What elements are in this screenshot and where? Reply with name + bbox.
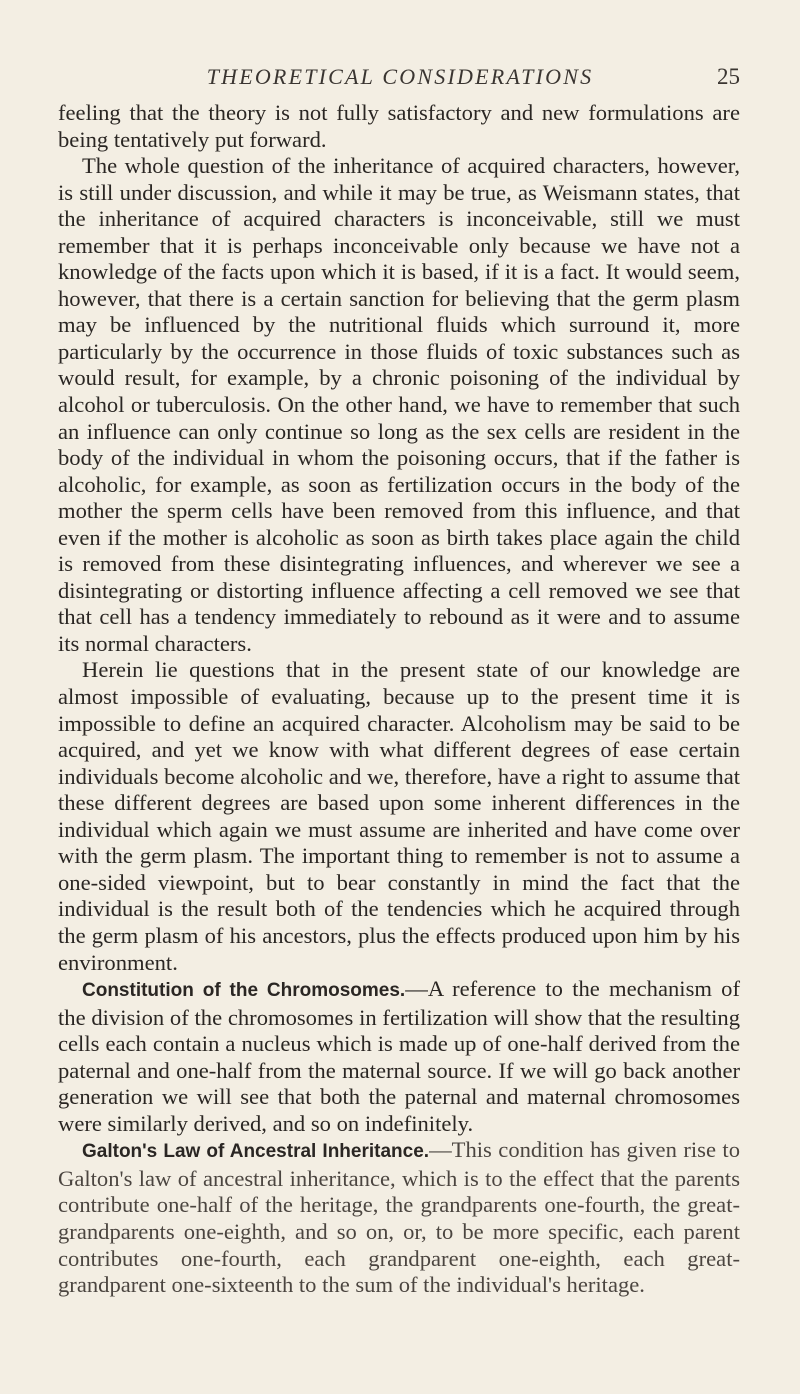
paragraph-acquired-characters: The whole question of the inheritance of acquired characters, however, is still under discussion, and while it may be true, as Weismann states, that the inheritance of acquired characters is inconceivable, still we must remember that it is perhaps inconceivable only because we have not a knowledge of the facts upon which it is based, if it is a fact. It would seem, however, that there is a certain sanction for believing that the germ plasm may be influenced by the nutritional fluids which surround it, more particularly by the occurrence in those fluids of toxic substances such as would result, for example, by a chronic poisoning of the individual by alcohol or tuberculosis. On the other hand, we have to remember that such an influence can only continue so long as the sex cells are resident in the body of the individual in whom the poisoning occurs, that if the father is alcoholic, for example, as soon as fertilization occurs in the body of the mother the sperm cells have been removed from this influence, and that even if the mother is alcoholic as soon as birth takes place again the child is removed from these disintegrating influences, and wherever we see a disintegrating or distorting influence affecting a cell removed we see that that cell has a tendency immediately to rebound as it were and to assume its normal characters.: [58, 153, 740, 656]
paragraph-chromosomes-text: —A reference to the mechanism of the division of the chromosomes in fertilization will show that the resulting cells each contain a nucleus which is made up of one-half derived from the paternal and one-half from the maternal source. If we will go back another generation we will see that both the paternal and maternal chromosomes were similarly derived, and so on indefinitely.: [58, 976, 740, 1136]
running-title: THEORETICAL CONSIDERATIONS: [206, 64, 594, 89]
body-text: [58, 100, 740, 1299]
section-heading-galton: Galton's Law of Ancestral Inheritance.: [82, 1141, 430, 1163]
paragraph-alcoholism: Herein lie questions that in the present state of our knowledge are almost impossible of evaluating, because up to the present time it is impossible to define an acquired character. Alcoholism may be said to be acquired, and yet we know with what different degrees of ease certain individuals become alcoholic and we, therefore, have a right to assume that these different degrees are based upon some inherent differences in the individual which again we must assume are inherited and have come over with the germ plasm. The important thing to remember is not to assume a one-sided viewpoint, but to bear constantly in mind the fact that the individual is the result both of the tendencies which he acquired through the germ plasm of his ancestors, plus the effects produced upon him by his environment.: [58, 657, 740, 975]
page-number: 25: [717, 64, 740, 89]
running-head: [60, 64, 740, 98]
section-heading-chromosomes: Constitution of the Chromosomes.: [82, 980, 406, 1002]
paragraph-chromosomes: [58, 976, 740, 1137]
paragraph-galton-text: —This condition has given rise to Galton's law of ancestral inheritance, which is to the effect that the parents contribute one-half of the heritage, the grandparents one-fourth, the great-grandparents one-eighth, and so on, or, to be more specific, each parent contributes one-fourth, each grandparent one-eighth, each great-grandparent one-sixteenth to the sum of the individual's heritage.: [58, 1137, 741, 1298]
paragraph-galton: [58, 1137, 740, 1298]
paragraph-continuation: feeling that the theory is not fully satisfactory and new formulations are being tentatively put forward.: [58, 100, 740, 152]
